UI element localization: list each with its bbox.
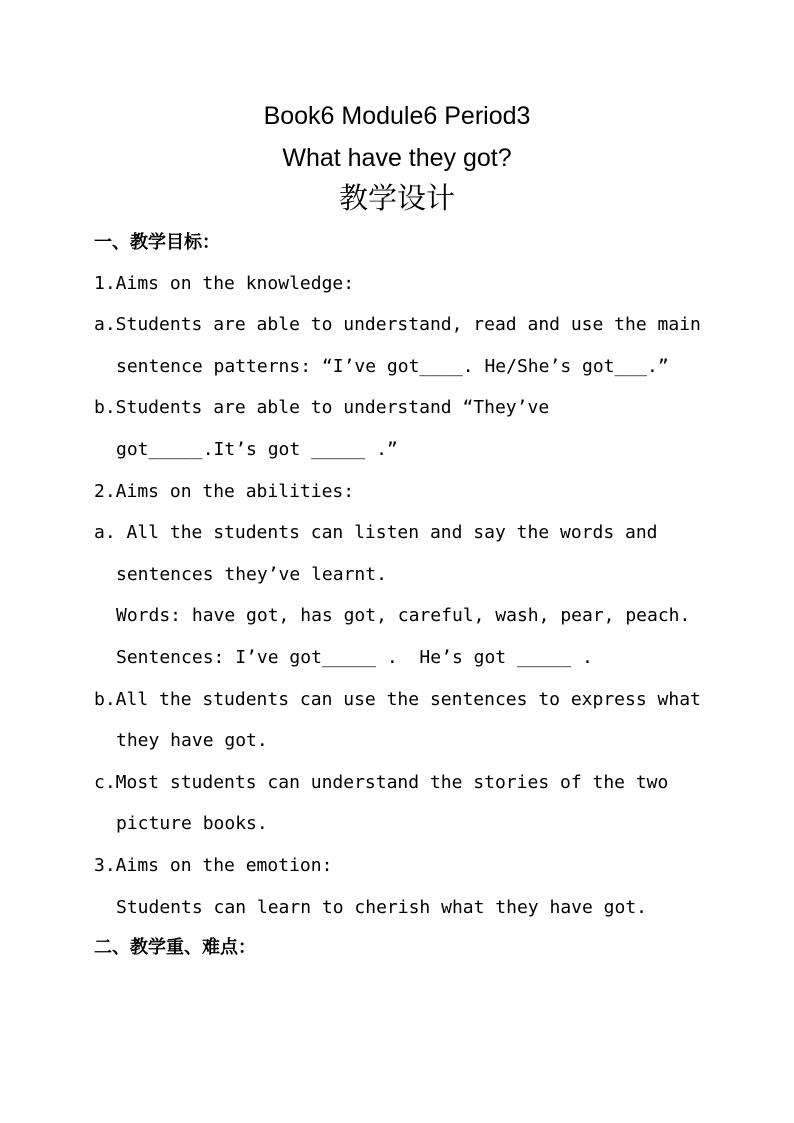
aim2-a-line1: a. All the students can listen and say the words and <box>94 522 658 543</box>
document-title-line2: What have they got? <box>282 144 512 172</box>
section-heading-key-difficult-points: 二、教学重、难点： <box>94 937 256 958</box>
document-title-line1: Book6 Module6 Period3 <box>263 102 531 130</box>
aim1-b-line1: b.Students are able to understand “They’ve <box>94 397 550 418</box>
aim2-a-line2: sentences they’ve learnt. <box>116 564 387 585</box>
aim1-heading: 1.Aims on the knowledge: <box>94 273 355 294</box>
aim2-b-line2: they have got. <box>116 730 268 751</box>
aim1-b-line2: got_____.It’s got _____ .” <box>116 439 398 460</box>
aim1-a-line2: sentence patterns: “I’ve got____. He/She’s got___.” <box>116 356 669 377</box>
aim3-line: Students can learn to cherish what they have got. <box>116 897 648 918</box>
aim2-b-line1: b.All the students can use the sentences to express what <box>94 689 701 710</box>
aim2-c-line2: picture books. <box>116 813 268 834</box>
document-title-chinese: 教学设计 <box>338 181 455 215</box>
aim3-heading: 3.Aims on the emotion: <box>94 855 333 876</box>
aim2-c-line1: c.Most students can understand the stories of the two <box>94 772 669 793</box>
section-heading-teaching-objectives: 一、教学目标： <box>94 232 220 253</box>
aim1-a-line1: a.Students are able to understand, read and use the main <box>94 314 701 335</box>
aim2-heading: 2.Aims on the abilities: <box>94 481 355 502</box>
aim2-a-sentences: Sentences: I’ve got_____ . He’s got _____ . <box>116 647 593 668</box>
aim2-a-words: Words: have got, has got, careful, wash, pear, peach. <box>116 605 691 626</box>
